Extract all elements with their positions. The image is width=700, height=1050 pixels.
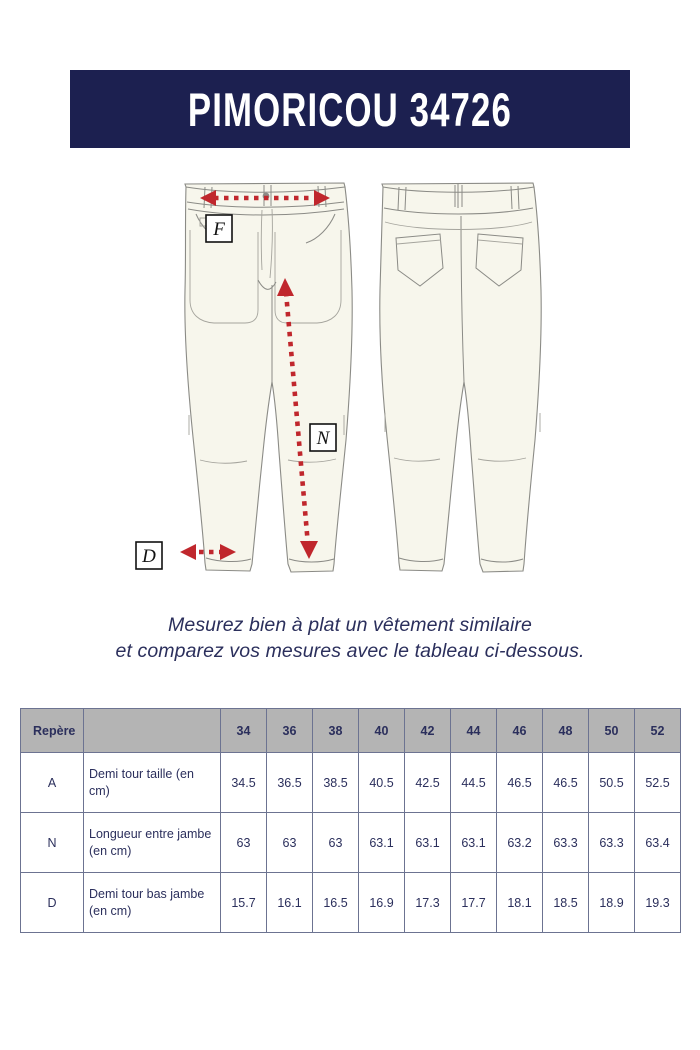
row-mark: N [21,813,84,873]
header-size-46: 46 [497,709,543,753]
cell-value: 16.1 [267,873,313,933]
cell-value: 50.5 [589,753,635,813]
table-header-row [21,709,681,753]
cell-value: 63 [221,813,267,873]
cell-value: 17.3 [405,873,451,933]
table-body [21,753,681,933]
cell-value: 63.1 [451,813,497,873]
table-row [21,753,681,813]
cell-value: 42.5 [405,753,451,813]
svg-text:D: D [142,546,156,567]
header-repere: Repère [21,709,84,753]
marker-box-N [310,424,336,451]
row-description: Demi tour bas jambe (en cm) [84,873,221,933]
svg-text:N: N [316,428,330,449]
cell-value: 40.5 [359,753,405,813]
header-size-48: 48 [543,709,589,753]
header-size-38: 38 [313,709,359,753]
marker-box-F [206,215,232,242]
cell-value: 63.4 [635,813,681,873]
row-description: Longueur entre jambe (en cm) [84,813,221,873]
table-header [21,709,681,753]
header-description [84,709,221,753]
header-size-42: 42 [405,709,451,753]
table-row [21,873,681,933]
cell-value: 63.1 [359,813,405,873]
cell-value: 63.1 [405,813,451,873]
size-table-container [20,708,680,933]
marker-box-D [136,542,162,569]
cell-value: 17.7 [451,873,497,933]
instruction-line-2: et comparez vos mesures avec le tableau ci-dessous. [115,640,585,662]
cell-value: 46.5 [497,753,543,813]
header-size-44: 44 [451,709,497,753]
product-title-bar [70,70,630,148]
size-chart-table [20,708,681,933]
cell-value: 46.5 [543,753,589,813]
row-mark: D [21,873,84,933]
cell-value: 63.3 [543,813,589,873]
cell-value: 63.3 [589,813,635,873]
cell-value: 18.5 [543,873,589,933]
cell-value: 52.5 [635,753,681,813]
cell-value: 63 [313,813,359,873]
cell-value: 34.5 [221,753,267,813]
page-title: PIMORICOU 34726 [188,82,512,136]
row-description: Demi tour taille (en cm) [84,753,221,813]
svg-text:F: F [213,219,225,240]
garment-illustration [0,160,700,580]
header-size-36: 36 [267,709,313,753]
back-view-group [380,183,541,572]
header-size-34: 34 [221,709,267,753]
table-row [21,813,681,873]
cell-value: 19.3 [635,873,681,933]
header-size-50: 50 [589,709,635,753]
cell-value: 36.5 [267,753,313,813]
cell-value: 18.9 [589,873,635,933]
cell-value: 63.2 [497,813,543,873]
cell-value: 15.7 [221,873,267,933]
cell-value: 38.5 [313,753,359,813]
header-size-52: 52 [635,709,681,753]
row-mark: A [21,753,84,813]
cell-value: 44.5 [451,753,497,813]
cell-value: 16.5 [313,873,359,933]
header-size-40: 40 [359,709,405,753]
measuring-instructions [0,612,700,664]
instruction-line-1: Mesurez bien à plat un vêtement similaire [168,614,532,636]
cell-value: 18.1 [497,873,543,933]
cell-value: 63 [267,813,313,873]
cell-value: 16.9 [359,873,405,933]
